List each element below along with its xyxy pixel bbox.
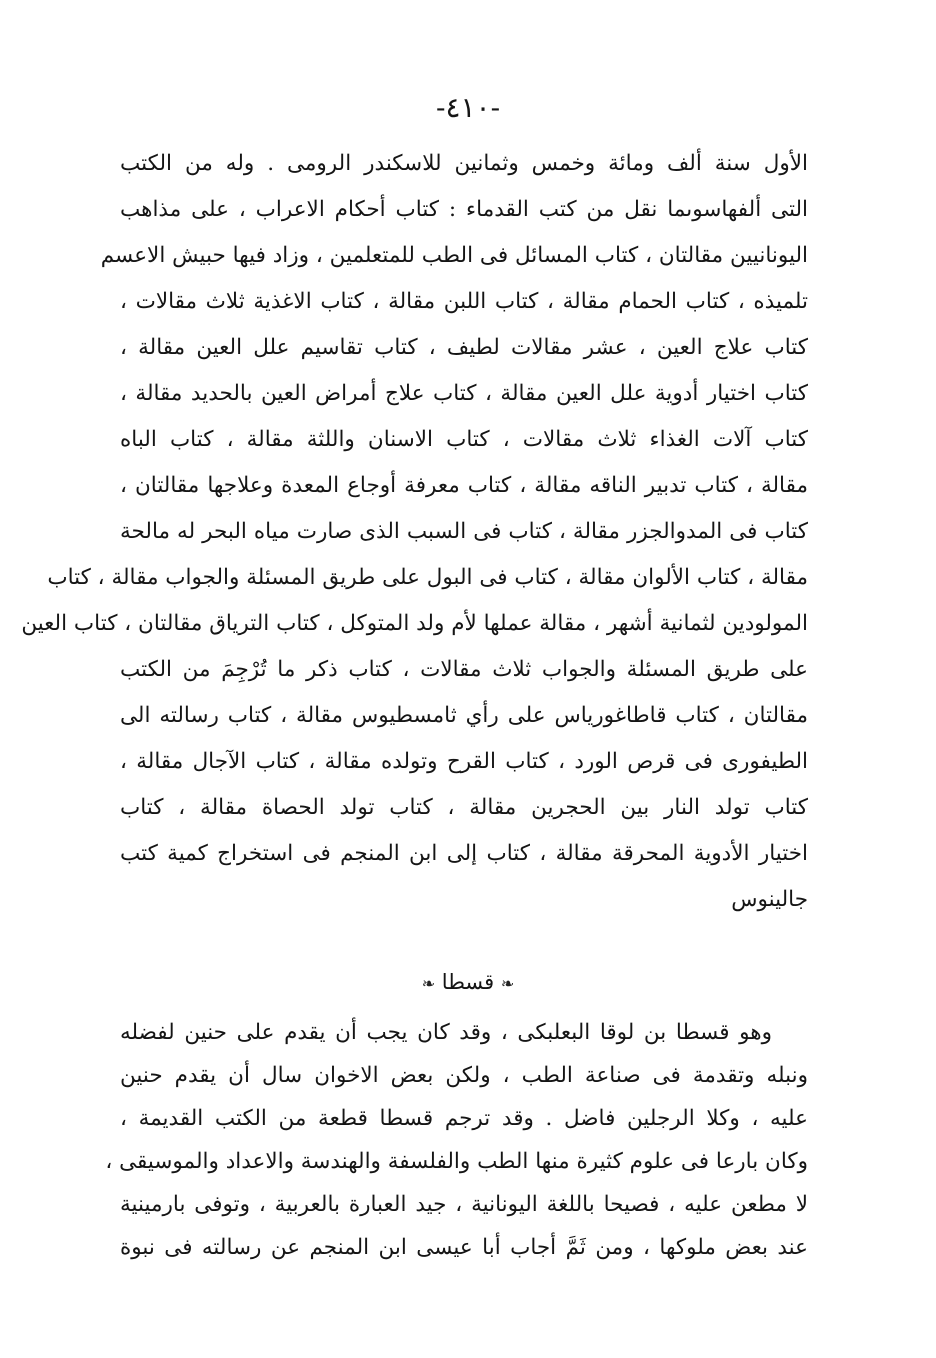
text-line: اليونانيين مقالتان ، كتاب المسائل فى الطب للمتعلمين ، وزاد فيها حبيش الاعسم [100, 243, 808, 268]
text-line: مقالة ، كتاب الألوان مقالة ، كتاب فى البول على طريق المسئلة والجواب مقالة ، كتاب [47, 565, 808, 590]
text-block-lower [105, 1011, 808, 1269]
page-number: -٤١٠- [435, 91, 501, 124]
section-heading [368, 962, 568, 1002]
text-block-upper [21, 141, 808, 923]
text-line: اختيار الأدوية المحرقة مقالة ، كتاب إلى ابن المنجم فى استخراج كمية كتب [120, 841, 808, 866]
text-line: على طريق المسئلة والجواب ثلاث مقالات ، كتاب ذكر ما تُرْجِمَ من الكتب [120, 657, 808, 682]
text-line: تلميذه ، كتاب الحمام مقالة ، كتاب اللبن مقالة ، كتاب الاغذية ثلاث مقالات ، [120, 289, 808, 314]
ornament-icon: ❧ [421, 974, 436, 993]
text-line: كتاب آلات الغذاء ثلاث مقالات ، كتاب الاسنان واللثة مقالة ، كتاب الباه [120, 427, 808, 452]
text-line: الأول سنة ألف ومائة وخمس وثمانين للاسكندر الرومى . وله من الكتب [120, 151, 808, 176]
ornament-icon: ❧ [500, 974, 515, 993]
text-line: كتاب علاج العين ، عشر مقالات لطيف ، كتاب تقاسيم علل العين مقالة ، [120, 335, 808, 360]
text-line: وهو قسطا بن لوقا البعلبكى ، وقد كان يجب أن يقدم على حنين لفضله [120, 1020, 772, 1045]
section-title: قسطا [441, 970, 495, 994]
text-line: عليه ، وكلا الرجلين فاضل . وقد ترجم قسطا قطعة من الكتب القديمة ، [120, 1106, 808, 1131]
text-line: كتاب فى المدوالجزر مقالة ، كتاب فى السبب الذى صارت مياه البحر له مالحة [120, 519, 808, 544]
text-line: مقالة ، كتاب تدبير الناقه مقالة ، كتاب معرفة أوجاع المعدة وعلاجها مقالتان ، [120, 473, 808, 498]
text-line: لا مطعن عليه ، فصيحا باللغة اليونانية ، جيد العبارة بالعربية ، وتوفى بارمينية [120, 1192, 808, 1217]
text-line: مقالتان ، كتاب قاطاغورياس على رأي ثامسطيوس مقالة ، كتاب رسالته الى [120, 703, 808, 728]
text-line: كتاب اختيار أدوية علل العين مقالة ، كتاب علاج أمراض العين بالحديد مقالة ، [120, 381, 808, 406]
text-line: التى ألفهاسوىما نقل من كتب القدماء : كتاب أحكام الاعراب ، على مذاهب [120, 197, 808, 222]
text-line: جالينوس [731, 887, 808, 912]
text-line: وكان بارعا فى علوم كثيرة منها الطب والفلسفة والهندسة والاعداد والموسيقى ، [105, 1149, 808, 1174]
text-line: عند بعض ملوكها ، ومن ثَمَّ أجاب أبا عيسى ابن المنجم عن رسالته فى نبوة [120, 1235, 808, 1260]
text-line: ونبله وتقدمة فى صناعة الطب ، ولكن بعض الاخوان سال أن يقدم حنين [120, 1063, 808, 1088]
text-line: كتاب تولد النار بين الحجرين مقالة ، كتاب تولد الحصاة مقالة ، كتاب [120, 795, 808, 820]
text-line: الطيفورى فى قرص الورد ، كتاب القرح وتولده مقالة ، كتاب الآجال مقالة ، [120, 749, 808, 774]
text-line: المولودين لثمانية أشهر ، مقالة عملها لأم ولد المتوكل ، كتاب الترياق مقالتان ، كتاب العين [21, 611, 808, 636]
